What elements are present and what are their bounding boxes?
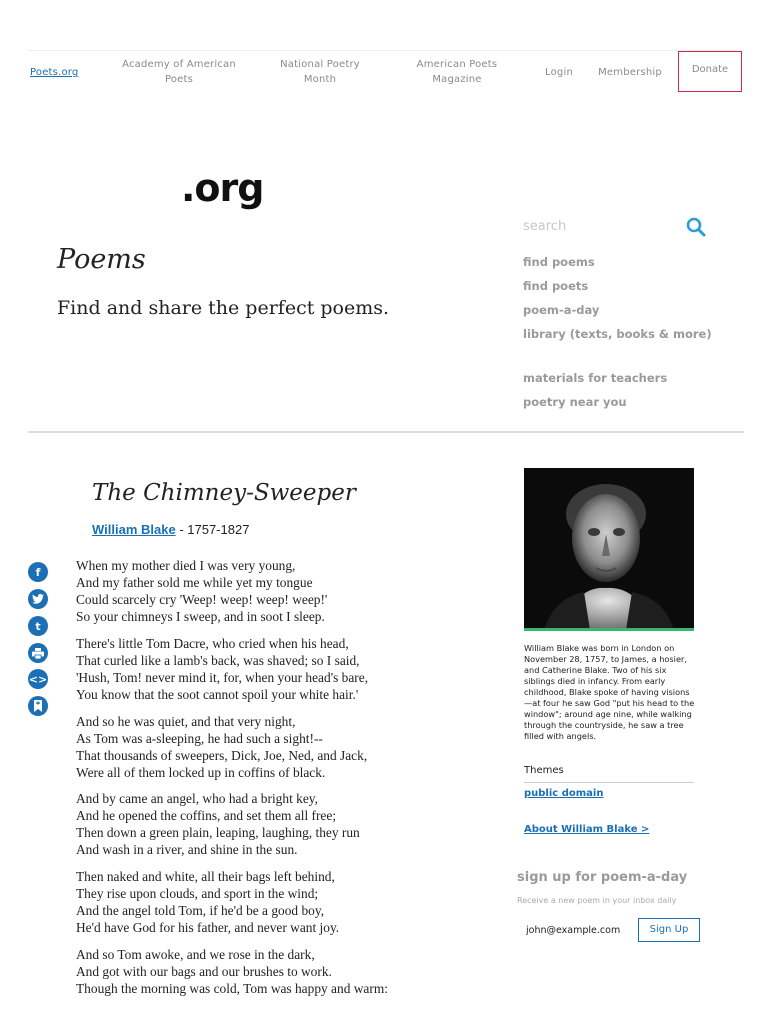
poem-stanza [76,790,476,858]
signup-subtext: Receive a new poem in your inbox daily [517,896,677,905]
poem-line: There's little Tom Dacre, who cried when his head, [76,635,349,651]
donate-button[interactable]: Donate [678,51,742,92]
theme-public-domain-link[interactable]: public domain [524,788,604,799]
poem-stanza [76,868,476,936]
poem-line: And so Tom awoke, and we rose in the dark, [76,946,315,962]
side-nav-library[interactable]: library (texts, books & more) [523,327,712,341]
search-icon[interactable] [685,216,707,238]
poem-line: And the angel told Tom, if he'd be a good boy, [76,903,325,919]
author-link[interactable]: William Blake [92,522,176,537]
poem-stanza [76,946,476,997]
about-author-link[interactable]: About William Blake > [524,824,650,835]
poem-line: Were all of them locked up in coffins of black. [76,764,326,780]
side-nav-poetry-near-you[interactable]: poetry near you [523,395,627,409]
embed-icon[interactable]: <> [28,669,48,689]
poem-line: And my father sold me while yet my tongue [76,575,313,590]
poem-line: When my mother died I was very young, [76,558,296,573]
poem-line: And by came an angel, who had a bright key, [76,791,318,807]
author-bio: William Blake was born in London on November 28, 1757, to James, a hosier, and Catherine Blake. Two of his six siblings died in infancy. From early childhood, Blake spoke of having visions—at four he saw God "put his head to the window"; around age nine, while walking through the countryside, he saw a tree filled with angels. [524,643,695,741]
signup-heading: sign up for poem-a-day [517,870,688,885]
poem-line: As Tom was a-sleeping, he had such a sight!-- [76,730,323,746]
poem-line: And he opened the coffins, and set them all free; [76,808,337,824]
section-tagline: Find and share the perfect poems. [57,297,390,319]
poem-stanza [76,557,476,625]
author-portrait [524,468,694,630]
email-field[interactable] [522,919,636,941]
poem-line: That thousands of sweepers, Dick, Joe, Ned, and Jack, [76,747,368,763]
poem-line: So your chimneys I sweep, and in soot I sleep. [76,609,325,624]
poem-line: He'd have God for his father, and never want joy. [76,920,340,936]
poem-stanza [76,635,476,703]
poem-line: And wash in a river, and shine in the sun. [76,842,298,858]
poem-line: They rise upon clouds, and sport in the wind; [76,886,319,902]
side-nav-teachers[interactable]: materials for teachers [523,371,668,385]
signup-button[interactable]: Sign Up [638,918,700,942]
header-divider [28,431,744,433]
poem-stanza [76,713,476,781]
poem-line: That curled like a lamb's back, was shaved; so I said, [76,652,360,668]
nav-top-border [28,50,744,51]
search-input[interactable] [520,214,686,238]
nav-login-link[interactable]: Login [545,67,573,78]
poem-line: You know that the soot cannot spoil your white hair.' [76,686,359,702]
poem-line: And got with our bags and our brushes to work. [76,963,332,979]
poem-line: 'Hush, Tom! never mind it, for, when your head's bare, [76,669,369,685]
portrait-accent-bar [524,628,694,631]
poem-line: Though the morning was cold, Tom was happy and warm: [76,980,388,996]
poem-title: The Chimney-Sweeper [92,480,356,506]
print-icon[interactable] [28,643,48,663]
site-logo[interactable]: .org [181,166,264,210]
author-dates: - 1757-1827 [175,522,250,537]
themes-heading: Themes [524,765,564,776]
poem-body [76,557,476,1007]
poem-byline [92,522,249,537]
side-nav-find-poems[interactable]: find poems [523,255,595,269]
side-nav-find-poets[interactable]: find poets [523,279,589,293]
facebook-icon[interactable]: f [28,562,48,582]
nav-academy-link[interactable]: Academy of American Poets [122,59,236,85]
bookmark-icon[interactable] [28,696,48,716]
poem-line: Could scarcely cry 'Weep! weep! weep! weep!' [76,592,328,607]
themes-divider [524,782,694,783]
poem-line: Then down a green plain, leaping, laughing, they run [76,825,360,841]
side-nav-poem-a-day[interactable]: poem-a-day [523,303,600,317]
twitter-icon[interactable] [28,589,48,609]
section-title: Poems [57,244,146,275]
nav-national-poetry-month-link[interactable]: National Poetry Month [280,59,360,85]
poem-line: And so he was quiet, and that very night, [76,713,296,729]
nav-home-link[interactable]: Poets.org [30,67,79,78]
poem-line: Then naked and white, all their bags left behind, [76,869,335,885]
nav-membership-link[interactable]: Membership [598,67,662,78]
tumblr-icon[interactable]: t [28,616,48,636]
nav-magazine-link[interactable]: American Poets Magazine [416,59,498,85]
